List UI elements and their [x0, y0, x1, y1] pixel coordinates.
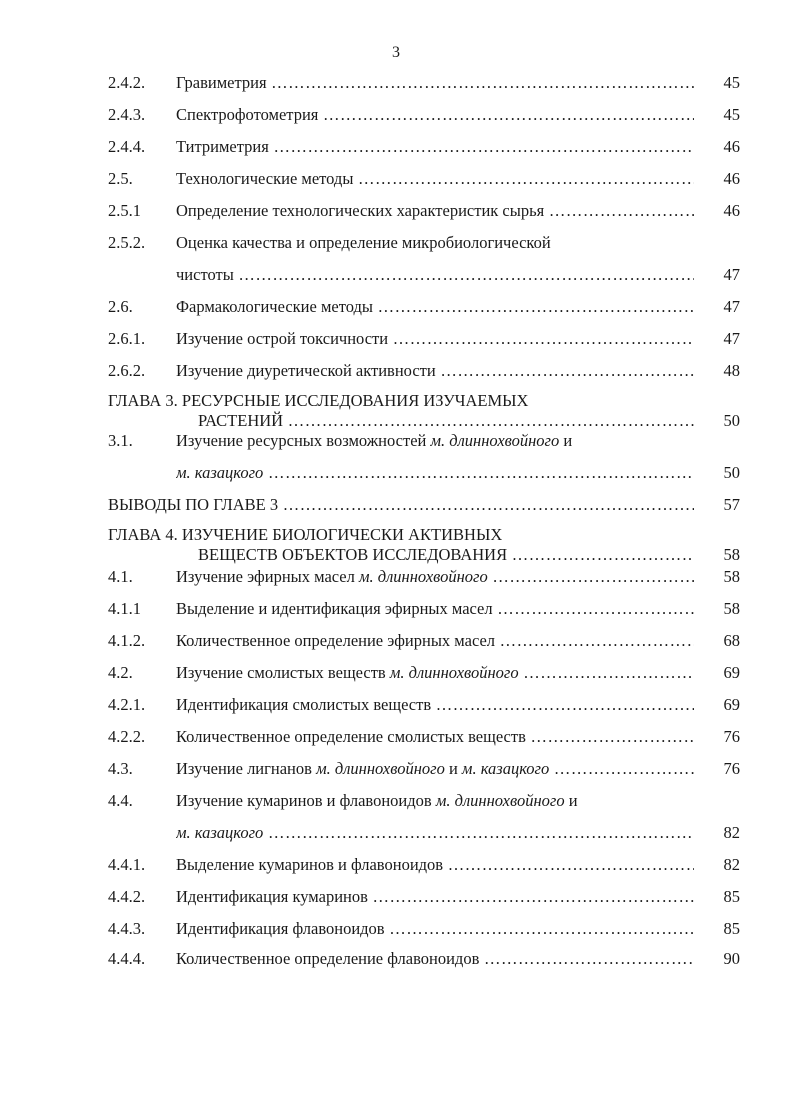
toc-page: 46	[723, 201, 740, 220]
toc-number: 2.4.4.	[108, 137, 146, 156]
toc-entry[interactable]	[108, 430, 740, 452]
chapter-title: ГЛАВА 4. ИЗУЧЕНИЕ БИОЛОГИЧЕСКИ АКТИВНЫХ	[108, 525, 503, 544]
toc-entry[interactable]	[108, 566, 740, 588]
toc-title: Изучение лигнанов м. длиннохвойного и м. казацкого ………………………………………………………………………………………………………………………………………………………………	[176, 758, 694, 780]
toc-page: 90	[723, 949, 740, 968]
toc-page: 57	[723, 495, 740, 514]
toc-entry[interactable]	[108, 758, 740, 780]
toc-title: Идентификация смолистых веществ ………………………………………………………………………………………………………………………………………………………………	[176, 694, 694, 716]
toc-title: Гравиметрия ………………………………………………………………………………………………………………………………………………………………	[176, 72, 694, 94]
toc-entry[interactable]	[108, 694, 740, 716]
toc-number: 2.6.1.	[108, 329, 146, 348]
chapter-heading[interactable]	[108, 390, 740, 412]
toc-number: 2.4.3.	[108, 105, 146, 124]
toc-page: 76	[723, 727, 740, 746]
toc-entry-continuation[interactable]	[108, 264, 740, 286]
toc-number: 2.6.	[108, 297, 133, 316]
toc-entry[interactable]	[108, 72, 740, 94]
toc-entry[interactable]	[108, 854, 740, 876]
toc-title: Количественное определение флавоноидов ………………………………………………………………………………………………………………………………………………………………	[176, 948, 694, 970]
toc-page: 69	[723, 663, 740, 682]
toc-page: 50	[723, 463, 740, 482]
toc-number: 3.1.	[108, 431, 133, 450]
toc-title: Идентификация кумаринов ………………………………………………………………………………………………………………………………………………………………	[176, 886, 694, 908]
toc-title: Оценка качества и определение микробиологической	[176, 233, 551, 252]
chapter-heading[interactable]	[108, 524, 740, 546]
toc-entry[interactable]	[108, 790, 740, 812]
toc-number: 2.4.2.	[108, 73, 146, 92]
toc-entry[interactable]	[108, 886, 740, 908]
toc-page: 46	[723, 137, 740, 156]
toc-entry[interactable]	[108, 918, 740, 940]
chapter-heading-continuation[interactable]	[108, 410, 740, 432]
toc-entry[interactable]	[108, 360, 740, 382]
toc-page: 68	[723, 631, 740, 650]
toc-page: 46	[723, 169, 740, 188]
toc-title: Выделение кумаринов и флавоноидов ………………………………………………………………………………………………………………………………………………………………	[176, 854, 694, 876]
toc-number: 4.4.	[108, 791, 133, 810]
toc-page: 69	[723, 695, 740, 714]
toc-page: 45	[723, 73, 740, 92]
toc-title: Количественное определение эфирных масел ………………………………………………………………………………………………………………………………………………………………	[176, 630, 694, 652]
page-number: 3	[392, 44, 400, 61]
toc-page: 45	[723, 105, 740, 124]
toc-page: 76	[723, 759, 740, 778]
toc-number: 2.5.2.	[108, 233, 146, 252]
toc-title: Спектрофотометрия ………………………………………………………………………………………………………………………………………………………………	[176, 104, 694, 126]
toc-page: 82	[723, 855, 740, 874]
toc-title: Изучение эфирных масел м. длиннохвойного ………………………………………………………………………………………………………………………………………………………………	[176, 566, 694, 588]
toc-title: Изучение острой токсичности ………………………………………………………………………………………………………………………………………………………………	[176, 328, 694, 350]
chapter-title: ВЫВОДЫ ПО ГЛАВЕ 3 ………………………………………………………………………………………………………………………………………………………………	[108, 494, 694, 516]
toc-page: 58	[723, 567, 740, 586]
toc-page: 82	[723, 823, 740, 842]
toc-entry[interactable]	[108, 168, 740, 190]
toc-title: Изучение ресурсных возможностей м. длиннохвойного и	[176, 431, 573, 450]
toc-page: 50	[723, 411, 740, 430]
toc-entry[interactable]	[108, 630, 740, 652]
toc-entry-continuation[interactable]	[108, 462, 740, 484]
toc-title: Изучение диуретической активности ………………………………………………………………………………………………………………………………………………………………	[176, 360, 694, 382]
toc-title-continuation: м. казацкого ………………………………………………………………………………………………………………………………………………………………	[176, 462, 694, 484]
toc-number: 4.1.2.	[108, 631, 146, 650]
toc-title: Количественное определение смолистых веществ ………………………………………………………………………………………………………………………………………………………………	[176, 726, 694, 748]
toc-entry[interactable]	[108, 232, 740, 254]
toc-number: 4.1.	[108, 567, 133, 586]
toc-title: Идентификация флавоноидов ………………………………………………………………………………………………………………………………………………………………	[176, 918, 694, 940]
toc-entry[interactable]	[108, 662, 740, 684]
chapter-heading-continuation[interactable]	[108, 544, 740, 566]
toc-entry[interactable]	[108, 104, 740, 126]
toc-title: Выделение и идентификация эфирных масел ………………………………………………………………………………………………………………………………………………………………	[176, 598, 694, 620]
toc-page: 47	[723, 265, 740, 284]
toc-entry[interactable]	[108, 598, 740, 620]
chapter-heading[interactable]	[108, 494, 740, 516]
toc-number: 2.5.	[108, 169, 133, 188]
toc-page: 85	[723, 919, 740, 938]
toc-page: 58	[723, 545, 740, 564]
toc-title-continuation: чистоты ………………………………………………………………………………………………………………………………………………………………	[176, 264, 694, 286]
chapter-title-continuation: ВЕЩЕСТВ ОБЪЕКТОВ ИССЛЕДОВАНИЯ ………………………………………………………………………………………………………………………………………………………………	[198, 544, 694, 566]
chapter-title: ГЛАВА 3. РЕСУРСНЫЕ ИССЛЕДОВАНИЯ ИЗУЧАЕМЫХ	[108, 391, 529, 410]
toc-number: 4.4.1.	[108, 855, 146, 874]
toc-number: 4.4.4.	[108, 949, 146, 968]
toc-title: Титриметрия ………………………………………………………………………………………………………………………………………………………………	[176, 136, 694, 158]
toc-title: Технологические методы ………………………………………………………………………………………………………………………………………………………………	[176, 168, 694, 190]
toc-page: 47	[723, 329, 740, 348]
chapter-title-continuation: РАСТЕНИЙ ………………………………………………………………………………………………………………………………………………………………	[198, 410, 694, 432]
toc-number: 4.3.	[108, 759, 133, 778]
toc-title: Определение технологических характеристик сырья ………………………………………………………………………………………………………………………………………………………………	[176, 200, 694, 222]
toc-entry[interactable]	[108, 726, 740, 748]
toc-title: Фармакологические методы ………………………………………………………………………………………………………………………………………………………………	[176, 296, 694, 318]
toc-number: 4.4.3.	[108, 919, 146, 938]
toc-entry[interactable]	[108, 136, 740, 158]
toc-page: 47	[723, 297, 740, 316]
toc-title: Изучение кумаринов и флавоноидов м. длиннохвойного и	[176, 791, 578, 810]
toc-entry-continuation[interactable]	[108, 822, 740, 844]
toc-entry[interactable]	[108, 948, 740, 970]
toc-number: 2.6.2.	[108, 361, 146, 380]
toc-number: 4.2.2.	[108, 727, 146, 746]
toc-page: 58	[723, 599, 740, 618]
toc-number: 2.5.1	[108, 201, 141, 220]
toc-entry[interactable]	[108, 200, 740, 222]
toc-number: 4.4.2.	[108, 887, 146, 906]
toc-number: 4.2.	[108, 663, 133, 682]
toc-page: 48	[723, 361, 740, 380]
toc-number: 4.1.1	[108, 599, 141, 618]
toc-number: 4.2.1.	[108, 695, 146, 714]
toc-title: Изучение смолистых веществ м. длиннохвойного ………………………………………………………………………………………………………………………………………………………………	[176, 662, 694, 684]
toc-title-continuation: м. казацкого ………………………………………………………………………………………………………………………………………………………………	[176, 822, 694, 844]
toc-page: 85	[723, 887, 740, 906]
toc-entry[interactable]	[108, 296, 740, 318]
toc-entry[interactable]	[108, 328, 740, 350]
